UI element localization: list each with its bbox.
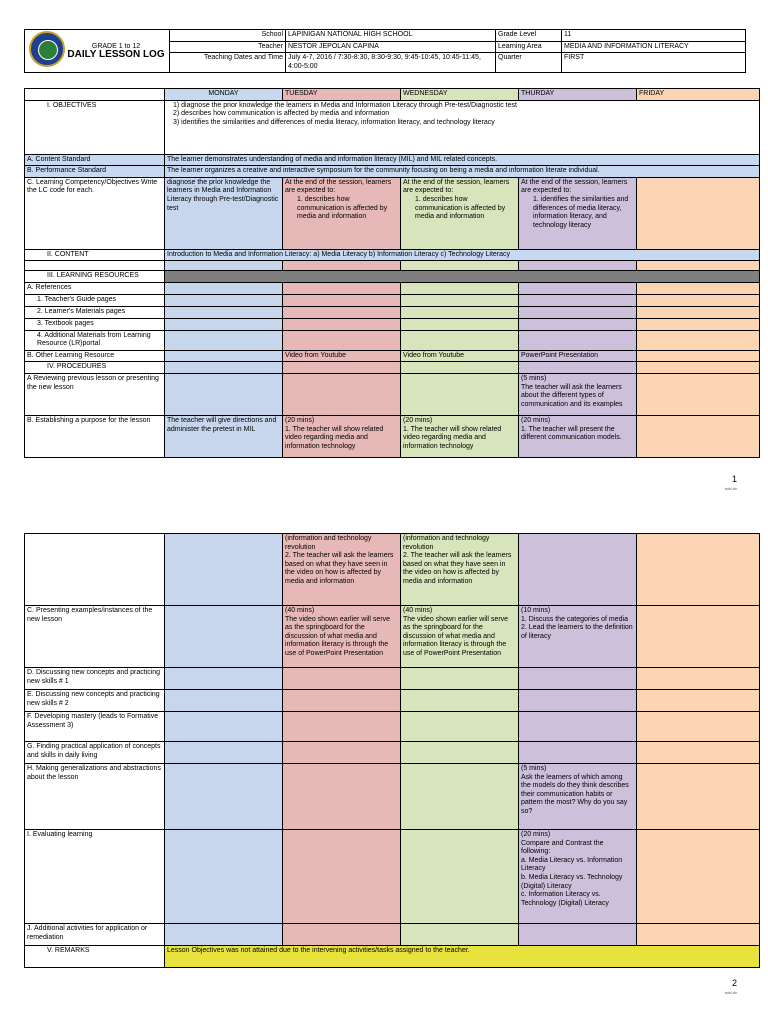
presenting-wednesday: [401, 606, 519, 668]
evaluating-thursday-intro: Compare and Contrast the following:: [521, 839, 604, 856]
continued-tuesday-a: (information and technology revolution: [285, 535, 372, 551]
evaluating-thursday-c: c. Information Literacy vs. Technology (Digital) Literacy: [521, 891, 609, 907]
lesson-table-page-1: [24, 88, 760, 458]
purpose-thursday: [519, 415, 637, 457]
header-table: [24, 29, 746, 73]
lc-wednesday-item: 1. describes how communication is affected by media and information: [415, 195, 506, 221]
learning-area-value: MEDIA AND INFORMATION LITERACY: [562, 41, 746, 53]
other-resource-label: B. Other Learning Resource: [25, 350, 165, 362]
other-resource-thursday: PowerPoint Presentation: [519, 350, 637, 362]
presenting-examples-label: C. Presenting examples/instances of the new lesson: [25, 606, 165, 668]
concepts-2-label: E. Discussing new concepts and practicing new skills # 2: [25, 690, 165, 712]
additional-activities-label: J. Additional activities for application or remediation: [25, 924, 165, 946]
content-standard: The learner demonstrates understanding of media and information literacy (MIL) and MIL related concepts.: [165, 154, 760, 166]
evaluating-thursday-b: b. Media Literacy vs. Technology (Digital) Literacy: [521, 873, 623, 890]
page-2: [0, 505, 768, 1024]
references-label: A. References: [25, 282, 165, 294]
continued-wednesday: [401, 534, 519, 606]
dates-value: July 4-7, 2016 / 7:30-8:30, 8:30-9:30, 9:45-10:45, 10:45-11:45, 4:00-5:00: [286, 53, 496, 73]
procedures-label: IV. PROCEDURES: [25, 362, 165, 374]
page-number-1: 1: [731, 474, 737, 484]
content-value: Introduction to Media and Information Literacy: a) Media Literacy b) Information Literacy c) Technology Literacy: [165, 249, 760, 261]
teacher-label: Teacher: [170, 41, 286, 53]
purpose-tuesday: [283, 415, 401, 457]
objective-1: 1) diagnose the prior knowledge the learners in Media and Information Literacy through Pre-test/Diagnostic test: [173, 101, 517, 109]
practical-application-label: G. Finding practical application of concepts and skills in daily living: [25, 742, 165, 764]
learning-competency-label: C. Learning Competency/Objectives Write the LC code for each.: [25, 177, 165, 249]
lc-tuesday-item: 1. describes how communication is affected by media and information: [297, 195, 388, 221]
purpose-tuesday-text: 1. The teacher will show related video regarding media and information technology: [285, 425, 384, 450]
lc-wednesday-intro: At the end of the session, learners are expected to:: [403, 178, 510, 195]
presenting-wednesday-time: (40 mins): [403, 607, 433, 614]
presenting-thursday-1: 1. Discuss the categories of media: [521, 615, 628, 623]
evaluating-thursday-a: a. Media Literacy vs. Information Literacy: [521, 856, 623, 873]
lc-tuesday: [283, 177, 401, 249]
purpose-thursday-time: (20 mins): [521, 416, 551, 424]
purpose-wednesday-text: 1. The teacher will show related video regarding media and information technology: [403, 425, 502, 450]
lc-monday: diagnose the prior knowledge the learners in Media and Information Literacy through Pre-test/Diagnostic test: [165, 177, 283, 249]
lc-thursday-intro: At the end of the session, learners are expected to:: [521, 178, 628, 195]
teacher-value: NESTOR JEPOLAN CAPINA: [286, 41, 496, 53]
teachers-guide-label: 1. Teacher's Guide pages: [25, 294, 165, 306]
day-wednesday: WEDNESDAY: [401, 89, 519, 101]
performance-standard: The learner organizes a creative and interactive symposium for the community focusing on being a media and information literate individual.: [165, 166, 760, 178]
presenting-thursday-time: (10 mins): [521, 607, 551, 614]
lc-friday: [637, 177, 760, 249]
evaluating-thursday: [519, 830, 637, 924]
objective-3: 3) identifies the similarities and differences of media literacy, information literacy, and technology literacy: [173, 118, 495, 126]
objective-2: 2) describes how communication is affected by media and information: [173, 110, 390, 118]
presenting-tuesday-text: The video shown earlier will serve as the springboard for the discussion of what media and information literacy is through the use of PowerPoint Presentation: [285, 615, 391, 657]
remarks-label: V. REMARKS: [25, 946, 165, 968]
grade-range: GRADE 1 to 12: [91, 42, 141, 50]
school-value: LAPINIGAN NATIONAL HIGH SCHOOL: [286, 30, 496, 42]
mastery-label: F. Developing mastery (leads to Formative Assessment 3): [25, 712, 165, 742]
additional-materials-label: 4. Additional Materials from Learning Resource (LR)portal: [25, 330, 165, 350]
quarter-value: FIRST: [562, 53, 746, 73]
continued-wednesday-a: (information and technology revolution: [403, 535, 490, 551]
grade-level-value: 11: [562, 30, 746, 42]
textbook-label: 3. Textbook pages: [25, 318, 165, 330]
presenting-thursday: [519, 606, 637, 668]
objectives-list: [165, 100, 760, 154]
grade-level-label: Grade Level: [496, 30, 562, 42]
reviewing-thursday: (5 mins) The teacher will ask the learners about the different types of communication and its examples: [519, 373, 637, 415]
evaluating-thursday-time: (20 mins): [521, 831, 551, 838]
quarter-label: Quarter: [496, 53, 562, 73]
continued-tuesday-b: 2. The teacher will ask the learners based on what they have seen in the video on how is affected by media and information: [285, 552, 394, 585]
page-footer-1: bdd.dv: [724, 486, 737, 491]
title-cell: [25, 30, 170, 73]
other-resource-wednesday: Video from Youtube: [401, 350, 519, 362]
generalizations-label: H. Making generalizations and abstractions about the lesson: [25, 764, 165, 830]
evaluating-label: I. Evaluating learning: [25, 830, 165, 924]
presenting-tuesday: [283, 606, 401, 668]
corner-cell: [25, 89, 165, 101]
other-resource-tuesday: Video from Youtube: [283, 350, 401, 362]
presenting-thursday-2: 2. Lead the learners to the definition of literacy: [521, 624, 633, 640]
page-number-2: 2: [731, 978, 737, 988]
day-friday: FRIDAY: [637, 89, 760, 101]
content-standard-label: A. Content Standard: [25, 154, 165, 166]
presenting-wednesday-text: The video shown earlier will serve as the springboard for the discussion of what media and information literacy is through the use of PowerPoint Presentation: [403, 615, 509, 657]
day-monday: MONDAY: [165, 89, 283, 101]
continued-wednesday-b: 2. The teacher will ask the learners based on what they have seen in the video on how is affected by media and information: [403, 552, 512, 585]
lc-thursday-item: 1. identifies the similarities and differences of media literacy, information literacy, and technology literacy: [533, 195, 629, 229]
day-tuesday: TUESDAY: [283, 89, 401, 101]
day-thursday: THURDAY: [519, 89, 637, 101]
document-title: DAILY LESSON LOG: [67, 49, 165, 61]
purpose-wednesday-time: (20 mins): [403, 416, 433, 424]
page-footer-2: bdd.dv: [724, 990, 737, 995]
lc-tuesday-intro: At the end of the session, learners are expected to:: [285, 178, 392, 195]
page-1: [0, 0, 768, 490]
lesson-table-page-2: [24, 533, 760, 968]
lc-wednesday: [401, 177, 519, 249]
generalizations-thursday: (5 mins) Ask the learners of which among the models do they think describes their communication habits or pattern the most? Why do you say so?: [519, 764, 637, 830]
purpose-tuesday-time: (20 mins): [285, 416, 315, 424]
learning-area-label: Learning Area: [496, 41, 562, 53]
purpose-thursday-text: 1. The teacher will present the different communication models.: [521, 425, 622, 442]
purpose-label: B. Establishing a purpose for the lesson: [25, 415, 165, 457]
objectives-label: I. OBJECTIVES: [25, 100, 165, 154]
purpose-wednesday: [401, 415, 519, 457]
learning-resources-label: III. LEARNING RESOURCES: [25, 271, 165, 283]
purpose-monday: The teacher will give directions and administer the pretest in MIL: [165, 415, 283, 457]
learning-resources-bar: [165, 271, 760, 283]
content-label: II. CONTENT: [25, 249, 165, 261]
concepts-1-label: D. Discussing new concepts and practicing new skills # 1: [25, 668, 165, 690]
presenting-tuesday-time: (40 mins): [285, 607, 315, 614]
performance-standard-label: B. Performance Standard: [25, 166, 165, 178]
lc-thursday: [519, 177, 637, 249]
dates-label: Teaching Dates and Time: [170, 53, 286, 73]
reviewing-label: A Reviewing previous lesson or presenting the new lesson: [25, 373, 165, 415]
remarks-value: Lesson Objectives was not attained due to the intervening activities/tasks assigned to the teacher.: [165, 946, 760, 968]
learners-materials-label: 2. Learner's Materials pages: [25, 306, 165, 318]
continued-tuesday: [283, 534, 401, 606]
school-label: School: [170, 30, 286, 42]
